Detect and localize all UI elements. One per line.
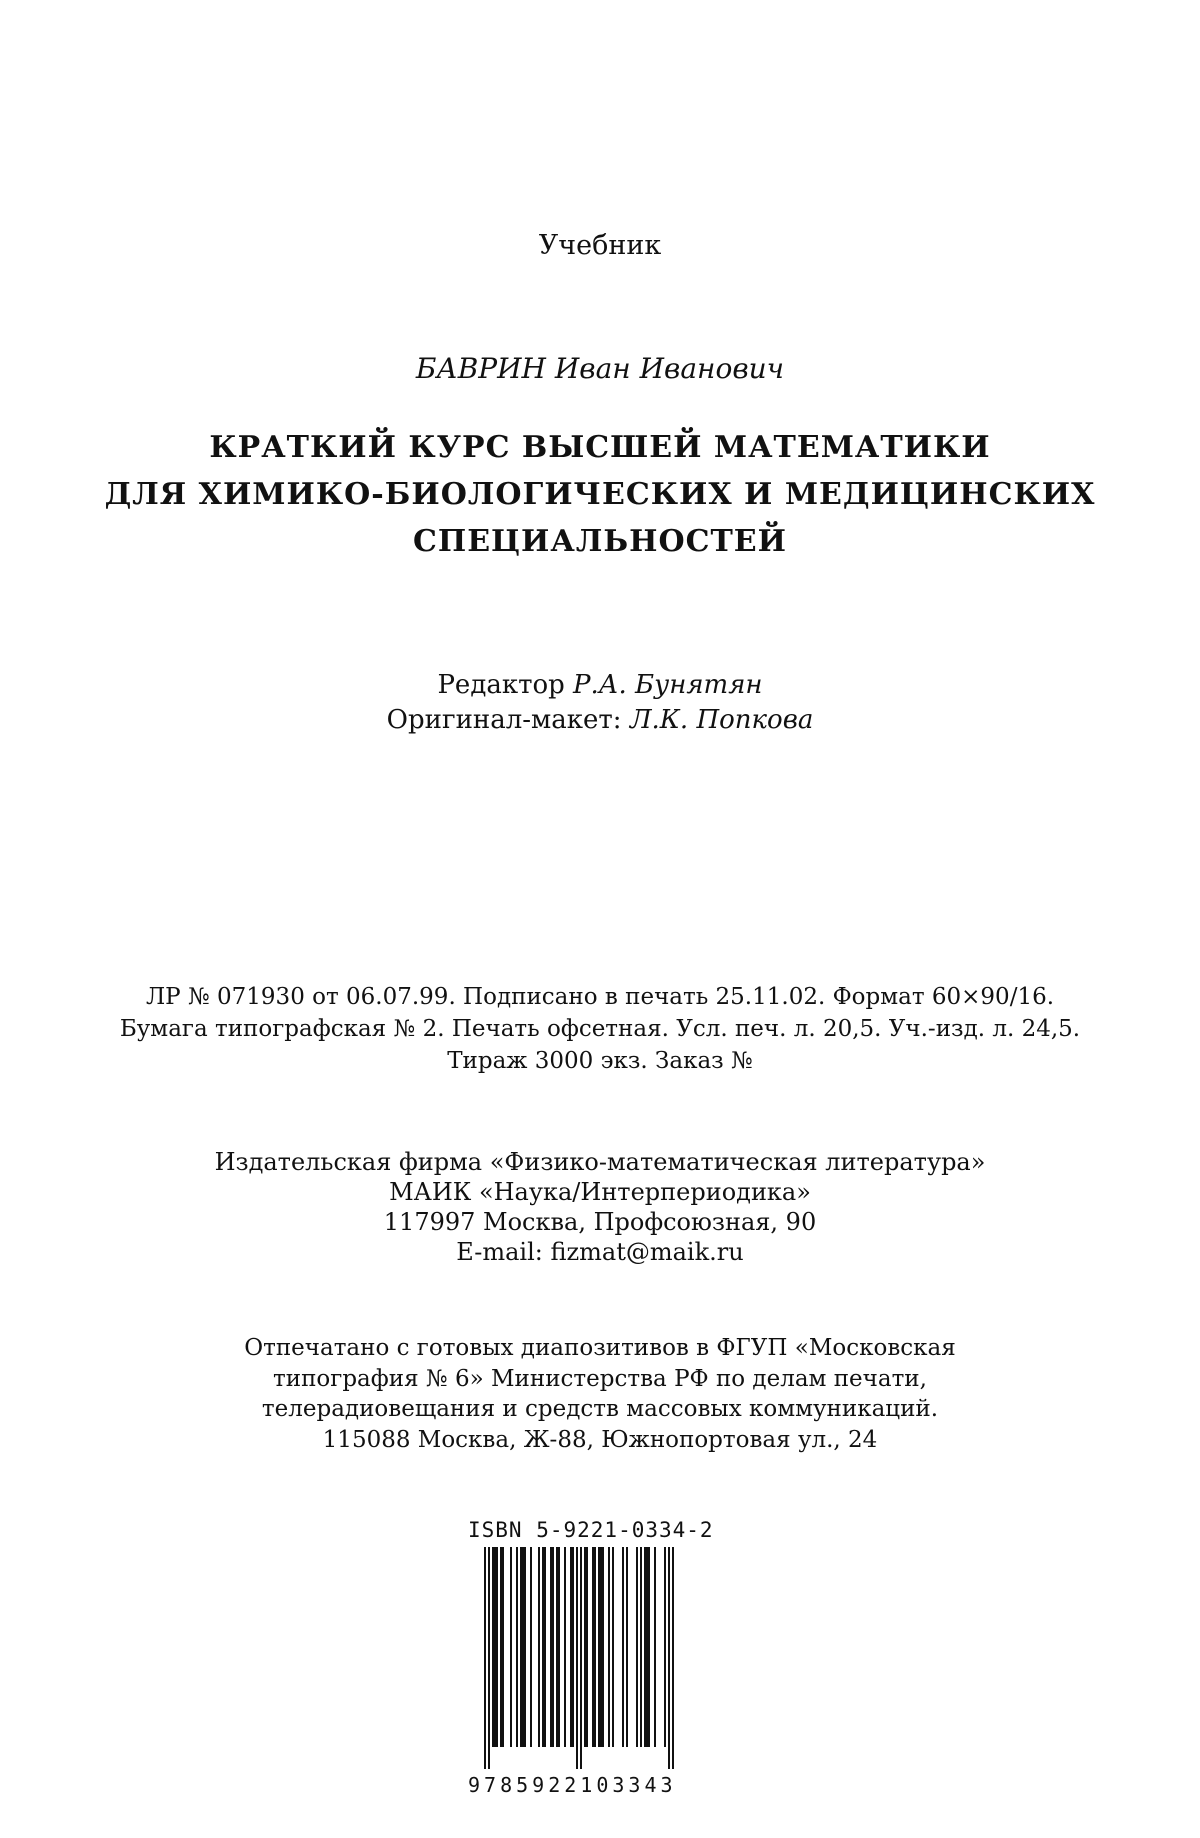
printer-line-4: 115088 Москва, Ж-88, Южнопортовая ул., 24: [322, 1427, 878, 1453]
barcode-bar: [544, 1547, 546, 1747]
barcode-bar: [646, 1547, 648, 1747]
genre-label: Учебник: [538, 230, 662, 261]
editor-name: Р.А. Бунятян: [573, 670, 763, 700]
barcode-bar: [496, 1547, 498, 1747]
barcode-bar: [664, 1547, 666, 1747]
barcode-bar: [612, 1547, 614, 1747]
publisher-line-3: 117997 Москва, Профсоюзная, 90: [383, 1208, 817, 1236]
barcode-bar: [550, 1547, 552, 1747]
publisher-line-1: Издательская фирма «Физико-математическая литература»: [214, 1148, 986, 1176]
barcode-bar: [556, 1547, 558, 1747]
barcode-guard-bar: [580, 1547, 582, 1769]
layout-label: Оригинал-макет:: [386, 705, 622, 735]
barcode-bar: [608, 1547, 610, 1747]
barcode-bars: [468, 1547, 704, 1777]
barcode-bar: [636, 1547, 638, 1747]
barcode-bar: [538, 1547, 540, 1747]
imprint-line-1: ЛР № 071930 от 06.07.99. Подписано в печать 25.11.02. Формат 60×90/16.: [145, 984, 1055, 1010]
barcode-bar: [552, 1547, 554, 1747]
barcode-bar: [572, 1547, 574, 1747]
barcode-bar: [654, 1547, 656, 1747]
editor-label: Редактор: [437, 670, 565, 700]
barcode-bar: [522, 1547, 524, 1747]
barcode-guard-bar: [668, 1547, 670, 1769]
barcode-bar: [494, 1547, 496, 1747]
editor-credit: [0, 672, 1200, 698]
barcode-bar: [594, 1547, 596, 1747]
barcode-bar: [502, 1547, 504, 1747]
barcode-guard-bar: [488, 1547, 490, 1769]
barcode-bar: [524, 1547, 526, 1747]
barcode-bar: [584, 1547, 586, 1747]
printer-line-2: типография № 6» Министерства РФ по делам печати,: [273, 1366, 927, 1392]
barcode-bar: [648, 1547, 650, 1747]
barcode-bar: [492, 1547, 494, 1747]
barcode-guard-bar: [576, 1547, 578, 1769]
printer-line-3: телерадиовещания и средств массовых коммуникаций.: [261, 1396, 939, 1422]
barcode-bar: [598, 1547, 600, 1747]
barcode-guard-bar: [484, 1547, 486, 1769]
isbn-text: ISBN 5-9221-0334-2: [468, 1518, 714, 1542]
barcode-bar: [520, 1547, 522, 1747]
barcode-bar: [644, 1547, 646, 1747]
layout-name: Л.К. Попкова: [629, 705, 814, 735]
barcode-guard-bar: [672, 1547, 674, 1769]
publisher-line-2: МАИК «Наука/Интерпериодика»: [389, 1178, 811, 1206]
barcode-bar: [602, 1547, 604, 1747]
barcode-block: [468, 1518, 714, 1797]
barcode-bar: [640, 1547, 642, 1747]
barcode-bar: [622, 1547, 624, 1747]
layout-credit: [0, 707, 1200, 733]
title-line-3: СПЕЦИАЛЬНОСТЕЙ: [412, 524, 787, 559]
barcode-bar: [530, 1547, 532, 1747]
barcode-bar: [570, 1547, 572, 1747]
title-line-2: ДЛЯ ХИМИКО-БИОЛОГИЧЕСКИХ И МЕДИЦИНСКИХ: [104, 477, 1096, 512]
barcode-bar: [558, 1547, 560, 1747]
ean-digits: 9785922103343: [468, 1773, 677, 1797]
imprint-line-2: Бумага типографская № 2. Печать офсетная. Усл. печ. л. 20,5. Уч.-изд. л. 24,5.: [119, 1016, 1081, 1042]
barcode-bar: [510, 1547, 512, 1747]
printer-line-1: Отпечатано с готовых диапозитивов в ФГУП «Московская: [244, 1335, 956, 1361]
barcode-bar: [542, 1547, 544, 1747]
barcode-bar: [626, 1547, 628, 1747]
publisher-email: E-mail: fizmat@maik.ru: [456, 1238, 744, 1266]
barcode-bar: [564, 1547, 566, 1747]
barcode-bar: [600, 1547, 602, 1747]
imprint-line-3: Тираж 3000 экз. Заказ №: [447, 1048, 753, 1074]
barcode-bar: [592, 1547, 594, 1747]
barcode-bar: [586, 1547, 588, 1747]
title-line-1: КРАТКИЙ КУРС ВЫСШЕЙ МАТЕМАТИКИ: [209, 430, 991, 465]
author-name: БАВРИН Иван Иванович: [415, 352, 785, 385]
barcode-bar: [516, 1547, 518, 1747]
barcode-bar: [500, 1547, 502, 1747]
